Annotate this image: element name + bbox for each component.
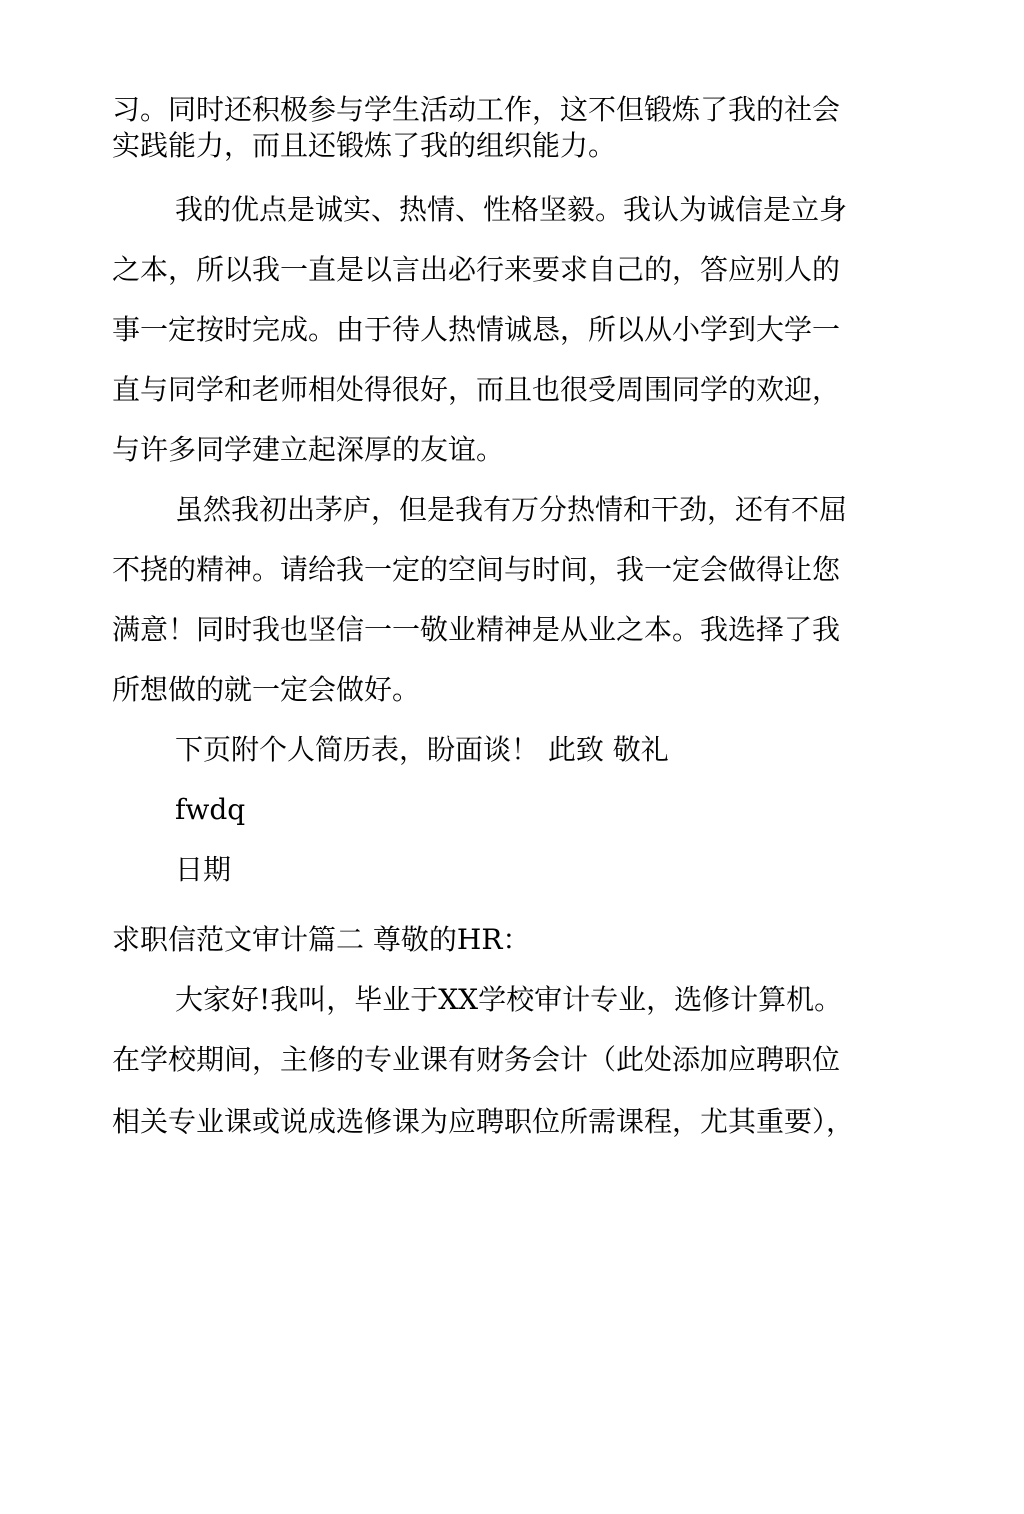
text-line-10: 满意！同时我也坚信一一敬业精神是从业之本。我选择了我 bbox=[112, 613, 841, 646]
text-line-12: 下页附个人简历表，盼面谈！ 此致 敬礼 bbox=[175, 733, 669, 766]
text-line-13: fwdq bbox=[175, 793, 246, 826]
text-line-9: 不挠的精神。请给我一定的空间与时间，我一定会做得让您 bbox=[112, 553, 841, 586]
text-line-6: 直与同学和老师相处得很好，而且也很受周围同学的欢迎， bbox=[112, 373, 841, 406]
text-line-3: 我的优点是诚实、热情、性格坚毅。我认为诚信是立身 bbox=[175, 193, 848, 226]
text-line-15: 求职信范文审计篇二 尊敬的HR： bbox=[112, 923, 531, 956]
text-line-17: 在学校期间，主修的专业课有财务会计（此处添加应聘职位 bbox=[112, 1043, 841, 1076]
text-line-16: 大家好!我叫，毕业于XX学校审计专业，选修计算机。 bbox=[175, 983, 843, 1016]
text-line-14: 日期 bbox=[175, 853, 232, 886]
text-line-1: 习。同时还积极参与学生活动工作，这不但锻炼了我的社会 bbox=[112, 93, 841, 126]
text-line-4: 之本，所以我一直是以言出必行来要求自己的，答应别人的 bbox=[112, 253, 841, 286]
text-line-2: 实践能力，而且还锻炼了我的组织能力。 bbox=[112, 129, 617, 162]
text-line-18: 相关专业课或说成选修课为应聘职位所需课程，尤其重要）， bbox=[112, 1105, 855, 1138]
text-line-8: 虽然我初出茅庐，但是我有万分热情和干劲，还有不屈 bbox=[175, 493, 848, 526]
text-line-11: 所想做的就一定会做好。 bbox=[112, 673, 421, 706]
text-line-5: 事一定按时完成。由于待人热情诚恳，所以从小学到大学一 bbox=[112, 313, 841, 346]
text-line-7: 与许多同学建立起深厚的友谊。 bbox=[112, 433, 505, 466]
